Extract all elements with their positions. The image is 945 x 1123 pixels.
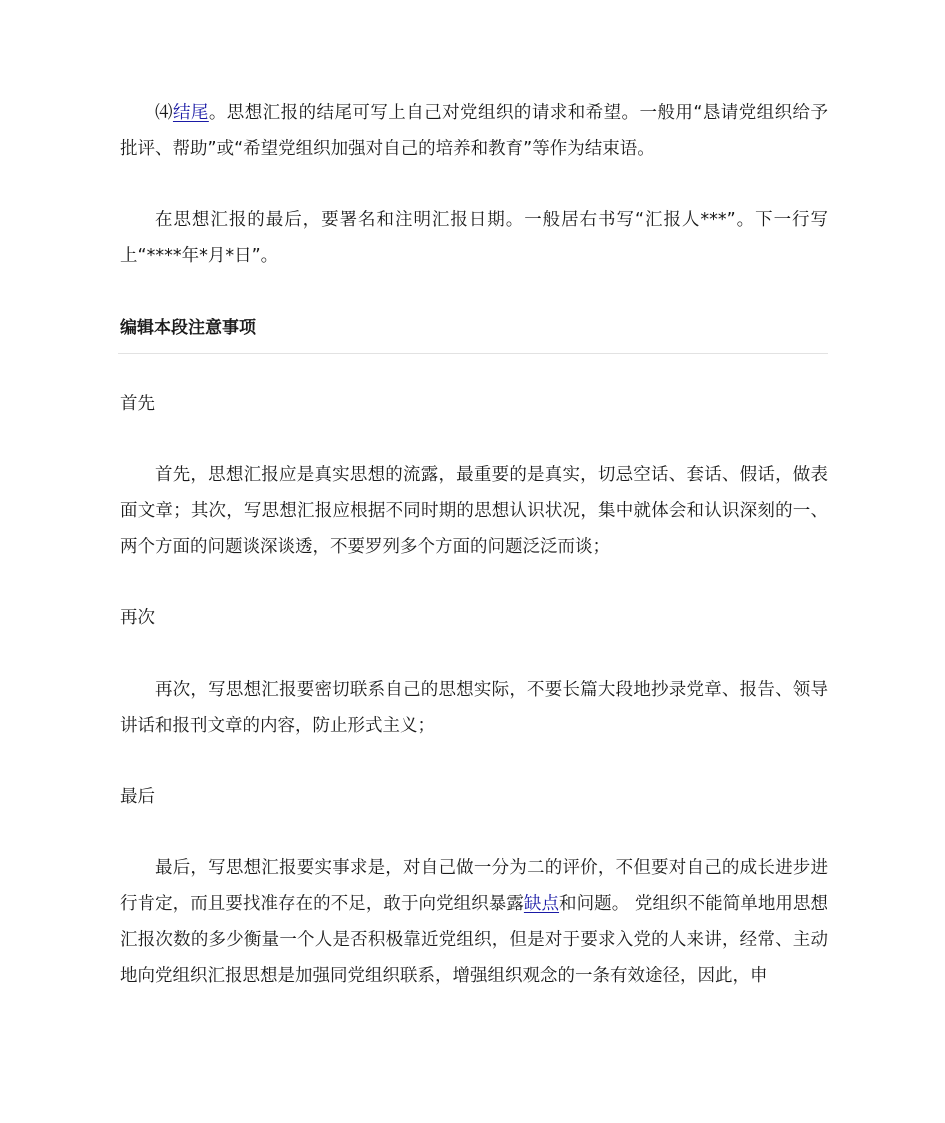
- paragraph-last: [120, 850, 828, 994]
- label-again: 再次: [120, 608, 155, 628]
- paragraph-last-text-before: 最后，写思想汇报要实事求是，对自己做一分为二的评价，不但要对自己的成长进步进行肯定，而且要找准存在的不足，敢于向党组织暴露: [120, 858, 828, 914]
- label-first: 首先: [120, 394, 155, 414]
- paragraph-ending-text: 。思想汇报的结尾可写上自己对党组织的请求和希望。一般用“恳请党组织给予批评、帮助”或“希望党组织加强对自己的培养和教育”等作为结束语。: [120, 103, 828, 159]
- item-number: ⑷: [155, 103, 173, 123]
- section-divider: [118, 353, 828, 354]
- link-shortcomings[interactable]: 缺点: [523, 894, 560, 914]
- paragraph-last-text-after: 和问题。 党组织不能简单地用思想汇报次数的多少衡量一个人是否积极靠近党组织，但是对于要求入党的人来讲，经常、主动地向党组织汇报思想是加强同党组织联系，增强组织观念的一条有效途径，因此，申: [120, 894, 829, 986]
- paragraph-again: 再次，写思想汇报要密切联系自己的思想实际，不要长篇大段地抄录党章、报告、领导讲话和报刊文章的内容，防止形式主义；: [120, 680, 828, 736]
- link-ending[interactable]: 结尾: [172, 103, 209, 123]
- section-heading: 编辑本段注意事项: [120, 318, 256, 338]
- label-last: 最后: [120, 787, 155, 807]
- paragraph-signature: 在思想汇报的最后，要署名和注明汇报日期。一般居右书写“汇报人***”。下一行写上“****年*月*日”。: [120, 210, 828, 266]
- paragraph-ending: [120, 95, 828, 167]
- paragraph-first: 首先，思想汇报应是真实思想的流露，最重要的是真实，切忌空话、套话、假话，做表面文章；其次，写思想汇报应根据不同时期的思想认识状况，集中就体会和认识深刻的一、两个方面的问题谈深谈透，不要罗列多个方面的问题泛泛而谈；: [120, 465, 828, 557]
